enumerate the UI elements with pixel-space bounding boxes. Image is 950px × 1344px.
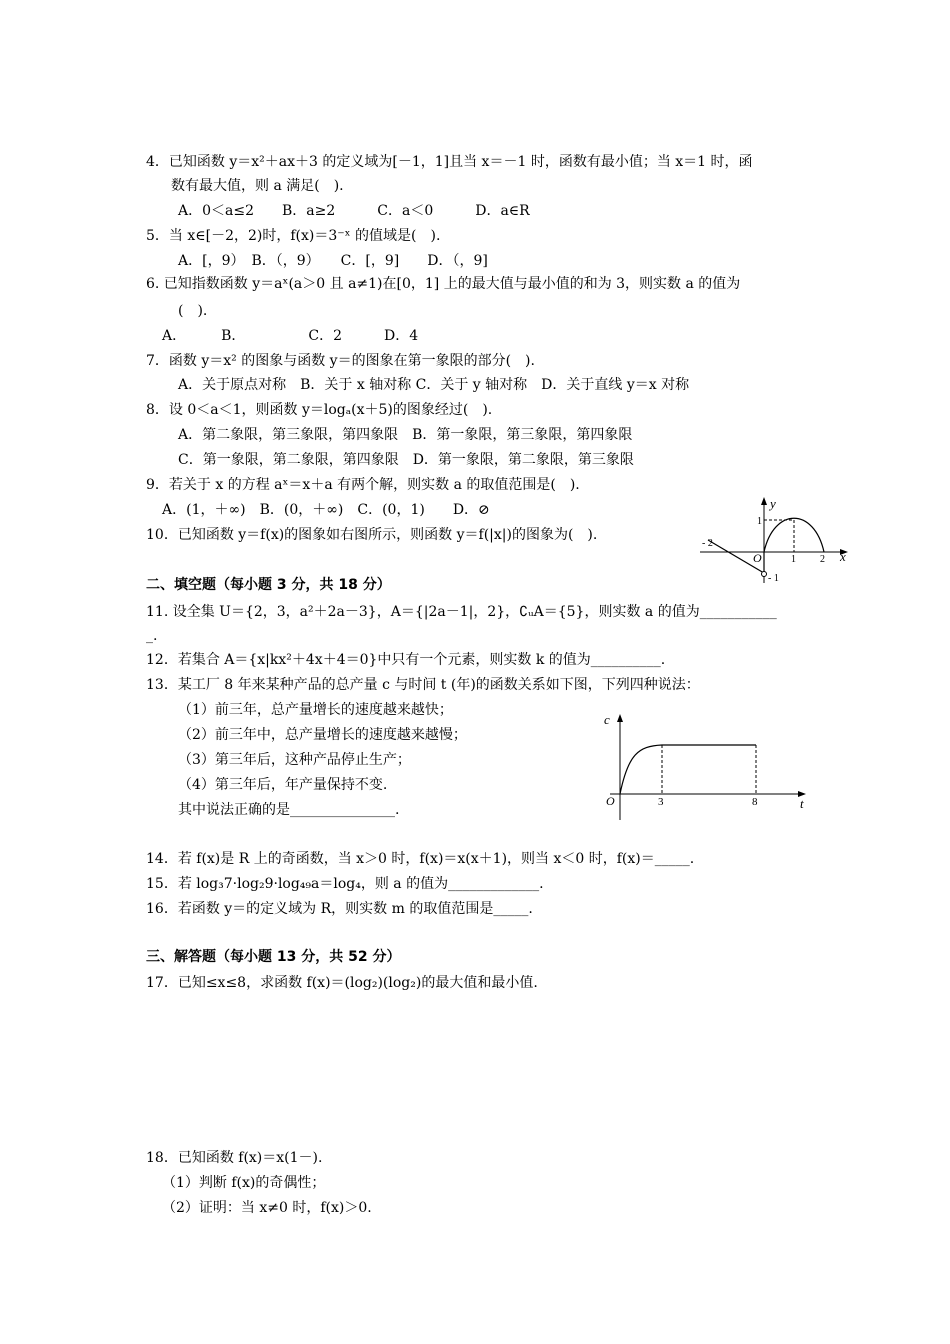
origin-label: O (753, 551, 762, 565)
question-13-answer-line: 其中说法正确的是_______________. (178, 802, 400, 818)
question-5: 5．当 x∈[－2，2)时，f(x)＝3⁻ˣ 的值域是( ). (146, 228, 441, 244)
tick-label-3: 3 (658, 796, 664, 808)
tick-label-yneg1: - 1 (768, 573, 779, 584)
question-13-statement-4: （4）第三年后，年产量保持不变. (178, 777, 388, 793)
tick-label-xneg2: - 2 (702, 538, 713, 549)
question-18-part-1: （1）判断 f(x)的奇偶性； (162, 1175, 326, 1191)
question-8-options-cd: C．第一象限，第二象限，第四象限 D．第一象限，第二象限，第三象限 (178, 452, 634, 468)
question-4-line2: 数有最大值，则 a 满足( ). (171, 178, 344, 194)
question-13-statement-1: （1）前三年，总产量增长的速度越来越快； (178, 702, 453, 718)
question-16: 16．若函数 y＝的定义域为 R，则实数 m 的取值范围是_____. (146, 901, 533, 917)
question-17: 17．已知≤x≤8，求函数 f(x)＝(log₂)(log₂)的最大值和最小值. (146, 975, 538, 991)
question-5-options: A．[，9） B．（，9） C．[，9] D．（，9] (178, 253, 488, 269)
question-13-statement-2: （2）前三年中，总产量增长的速度越来越慢； (178, 727, 467, 743)
section-2-heading: 二、填空题（每小题 3 分，共 18 分） (146, 577, 391, 593)
t-axis-label: t (800, 796, 804, 811)
question-12: 12．若集合 A＝{x|kx²＋4x＋4＝0}中只有一个元素，则实数 k 的值为__________. (146, 652, 666, 668)
production-curve (620, 745, 756, 794)
x-axis-label: x (840, 549, 846, 564)
y-axis-arrow-icon (761, 497, 767, 505)
section-3-heading: 三、解答题（每小题 13 分，共 52 分） (146, 949, 401, 965)
question-8-options-ab: A．第二象限，第三象限，第四象限 B．第一象限，第三象限，第四象限 (178, 427, 633, 443)
open-point-marker (762, 572, 767, 577)
question-11-line1: 11. 设全集 U＝{2，3，a²＋2a－3}，A＝{|2a－1|，2}，∁ᵤA＝{5}，则实数 a 的值为___________ (146, 604, 777, 620)
question-10: 10．已知函数 y＝f(x)的图象如右图所示，则函数 y＝f(|x|)的图象为( ). (146, 527, 598, 543)
c-axis-label: c (604, 712, 610, 727)
question-8: 8．设 0＜a＜1，则函数 y＝logₐ(x＋5)的图象经过( ). (146, 402, 493, 418)
question-11-line2: _. (146, 628, 158, 644)
question-13: 13．某工厂 8 年来某种产品的总产量 c 与时间 t (年)的函数关系如下图，下列四种说法： (146, 677, 700, 693)
question-9: 9．若关于 x 的方程 aˣ＝x＋a 有两个解，则实数 a 的取值范围是( ). (146, 477, 580, 493)
origin-label: O (606, 794, 615, 808)
tick-label-8: 8 (752, 796, 758, 808)
y-axis-label: y (770, 496, 776, 511)
c-axis-arrow-icon (617, 714, 623, 722)
question-9-options: A．(1，＋∞) B．(0，＋∞) C．(0，1) D．⊘ (162, 502, 490, 518)
function-graph-figure (700, 495, 860, 585)
tick-label-x1: 1 (791, 554, 796, 565)
tick-label-y1: 1 (757, 516, 762, 527)
question-7-options: A．关于原点对称 B．关于 x 轴对称 C．关于 y 轴对称 D．关于直线 y＝x 对称 (178, 377, 690, 393)
question-4-line1: 4．已知函数 y＝x²＋ax＋3 的定义域为[－1，1]且当 x＝－1 时，函数有最小值；当 x＝1 时，函 (146, 154, 753, 170)
question-13-statement-3: （3）第三年后，这种产品停止生产； (178, 752, 411, 768)
question-14: 14．若 f(x)是 R 上的奇函数，当 x＞0 时，f(x)＝x(x＋1)，则当 x＜0 时，f(x)＝_____. (146, 851, 695, 867)
production-graph-figure (600, 710, 820, 825)
tick-label-x2: 2 (820, 554, 825, 565)
question-6-line1: 6. 已知指数函数 y＝aˣ(a＞0 且 a≠1)在[0，1] 上的最大值与最小值的和为 3，则实数 a 的值为 (146, 276, 741, 292)
question-15: 15．若 log₃7·log₂9·log₄₉a＝log₄，则 a 的值为_____________. (146, 876, 544, 892)
question-6-options: A． B． C．2 D．4 (162, 328, 419, 344)
question-18-part-2: （2）证明：当 x≠0 时，f(x)＞0. (162, 1200, 372, 1216)
question-7: 7．函数 y＝x² 的图象与函数 y＝的图象在第一象限的部分( ). (146, 353, 535, 369)
question-6-line2: ( ). (178, 303, 208, 319)
question-4-options: A．0＜a≤2 B．a≥2 C．a＜0 D．a∈R (178, 203, 530, 219)
question-18: 18．已知函数 f(x)＝x(1－). (146, 1150, 323, 1166)
